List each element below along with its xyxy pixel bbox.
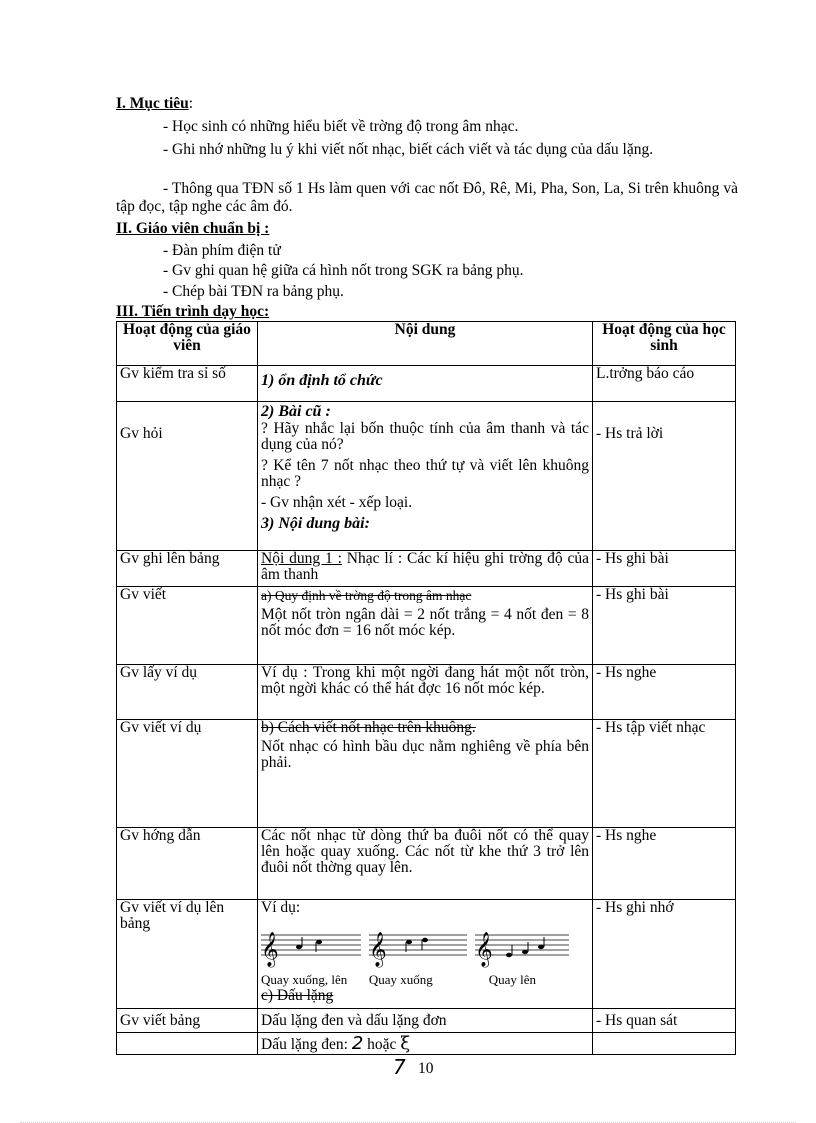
content-cell	[258, 900, 593, 1009]
student-cell: - Hs quan sát	[593, 1009, 736, 1033]
content-cell	[258, 1033, 593, 1055]
content-cell	[258, 366, 593, 402]
staff-1-graphic	[261, 929, 361, 969]
quarter-rest-label: Dấu lặng đen:	[261, 1036, 348, 1053]
staff-example-1	[261, 929, 361, 987]
content-cell	[258, 587, 593, 665]
page-number: 10	[418, 1060, 434, 1077]
student-cell: - Hs tập viết nhạc	[593, 720, 736, 828]
eighth-rest-symbol: 7	[393, 1055, 406, 1079]
content-cell: Dấu lặng đen và dấu lặng đơn	[258, 1009, 593, 1033]
prep-item-3: - Chép bài TĐN ra bảng phụ.	[163, 283, 344, 300]
staff-3-caption: Quay lên	[488, 972, 537, 987]
duration-rule-heading: a) Quy định về trờng độ trong âm nhạc	[261, 588, 472, 603]
treble-clef-icon: 𝄞	[474, 932, 493, 967]
or-text: hoặc	[367, 1036, 397, 1053]
lesson-table	[116, 321, 736, 1055]
quarter-rest-symbol-2: ξ	[400, 1033, 411, 1054]
student-cell: - Hs nghe	[593, 828, 736, 900]
table-row	[117, 1033, 736, 1055]
duration-rule-text: Một nốt tròn ngân dài = 2 nốt trắng = 4 nốt đen = 8 nốt móc đơn = 16 nốt móc kép.	[261, 606, 589, 639]
staff-example-2	[369, 929, 467, 987]
content-cell	[258, 720, 593, 828]
table-row	[117, 900, 736, 1009]
student-cell	[593, 1033, 736, 1055]
content-cell	[258, 402, 593, 551]
objective-item-1: - Học sinh có những hiểu biết về trờng độ trong âm nhạc.	[163, 118, 519, 135]
staff-2-graphic	[369, 929, 467, 969]
review-question-1: ? Hãy nhắc lại bốn thuộc tính của âm thanh và tác dụng của nó?	[261, 420, 589, 453]
settle-class-title: 1) ổn định tổ chức	[261, 372, 383, 389]
table-row	[117, 720, 736, 828]
teacher-cell	[117, 1033, 258, 1055]
student-cell: - Hs nghe	[593, 665, 736, 720]
section-1-colon: :	[188, 95, 194, 112]
prep-item-2: - Gv ghi quan hệ giữa cá hình nốt trong SGK ra bảng phụ.	[163, 262, 524, 279]
rest-heading: c) Dấu lặng	[261, 987, 334, 1004]
student-cell: - Hs ghi bài	[593, 587, 736, 665]
review-evaluation: - Gv nhận xét - xếp loại.	[261, 494, 413, 511]
teacher-cell: Gv ghi lên bảng	[117, 551, 258, 587]
header-content: Nội dung	[258, 322, 593, 366]
review-question-2: ? Kể tên 7 nốt nhạc theo thứ tự và viết lên khuông nhạc ?	[261, 457, 589, 490]
staff-3-graphic	[475, 929, 569, 969]
content-cell	[258, 551, 593, 587]
table-row	[117, 366, 736, 402]
table-row	[117, 402, 736, 551]
content-1-text: Nhạc lí : Các kí hiệu ghi trờng độ của âm thanh	[261, 550, 589, 583]
staff-2-caption: Quay xuống	[368, 972, 433, 987]
staff-1-caption: Quay xuống, lên	[261, 972, 348, 987]
teacher-cell: Gv viết ví dụ	[117, 720, 258, 828]
header-teacher: Hoạt động của giáo viên	[117, 322, 258, 366]
student-cell: - Hs trả lời	[593, 402, 736, 551]
table-row	[117, 1009, 736, 1033]
table-row	[117, 587, 736, 665]
lesson-content-title: 3) Nội dung bài:	[261, 515, 370, 532]
section-1-heading-line	[116, 95, 193, 113]
teacher-cell: Gv hớng dẫn	[117, 828, 258, 900]
section-1-heading: I. Mục tiêu	[116, 95, 189, 112]
teacher-cell: Gv viết ví dụ lên bảng	[117, 900, 258, 1009]
table-row	[117, 665, 736, 720]
teacher-cell: Gv viết bảng	[117, 1009, 258, 1033]
teacher-cell: Gv hỏi	[117, 402, 258, 551]
content-1-label: Nội dung 1 :	[261, 550, 342, 567]
content-cell: Các nốt nhạc từ dòng thứ ba đuôi nốt có thể quay lên hoặc quay xuống. Các nốt từ khe thứ 3 trở lên đuôi nốt thờng quay lên.	[258, 828, 593, 900]
staff-example-3	[475, 929, 569, 987]
student-cell: - Hs ghi bài	[593, 551, 736, 587]
section-3-heading: III. Tiến trình dạy học:	[116, 303, 270, 320]
teacher-cell: Gv lấy ví dụ	[117, 665, 258, 720]
objective-item-2: - Ghi nhớ những lu ý khi viết nốt nhạc, biết cách viết và tác dụng của dấu lặng.	[163, 141, 654, 158]
student-cell: L.trởng báo cáo	[593, 366, 736, 402]
quarter-rest-symbol-1: 2	[351, 1033, 364, 1054]
table-header-row	[117, 322, 736, 366]
review-title: 2) Bài cũ :	[261, 403, 331, 420]
teacher-cell: Gv viết	[117, 587, 258, 665]
treble-clef-icon: 𝄞	[261, 932, 279, 967]
treble-clef-icon: 𝄞	[368, 932, 387, 967]
table-row	[117, 828, 736, 900]
example-label: Ví dụ:	[261, 899, 301, 916]
objective-item-3: - Thông qua TĐN số 1 Hs làm quen với cac nốt Đô, Rê, Mi, Pha, Son, La, Si trên khuông và tập đọc, tập nghe các âm đó.	[116, 180, 738, 215]
table-row	[117, 551, 736, 587]
note-writing-heading: b) Cách viết nốt nhạc trên khuông.	[261, 719, 476, 736]
student-cell: - Hs ghi nhớ	[593, 900, 736, 1009]
header-student: Hoạt động của học sinh	[593, 322, 736, 366]
content-cell: Ví dụ : Trong khi một ngời đang hát một nốt tròn, một ngời khác có thể hát đợc 16 nốt móc kép.	[258, 665, 593, 720]
note-writing-text: Nốt nhạc có hình bầu dục nằm nghiêng về phía bên phải.	[261, 738, 589, 771]
section-2-heading: II. Giáo viên chuẩn bị :	[116, 220, 270, 237]
prep-item-1: - Đàn phím điện tử	[163, 242, 281, 259]
teacher-cell: Gv kiểm tra sỉ số	[117, 366, 258, 402]
